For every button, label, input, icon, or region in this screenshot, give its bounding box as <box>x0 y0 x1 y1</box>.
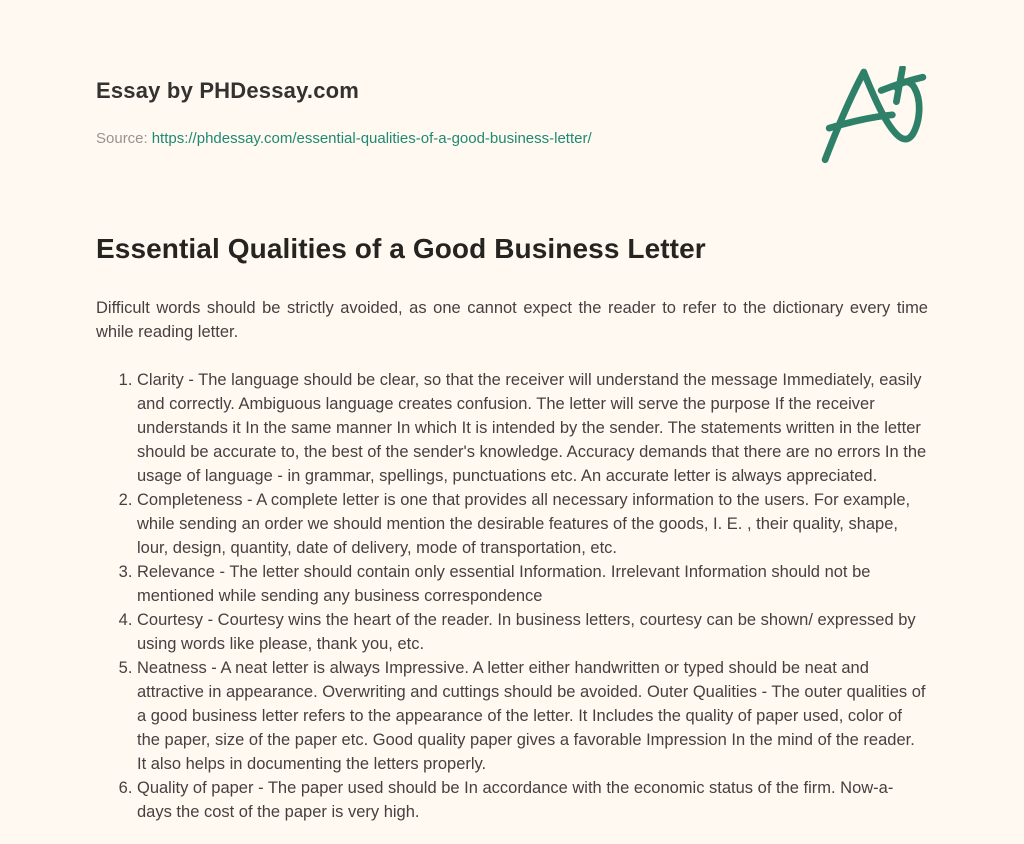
list-item-neatness: 5. Neatness - A neat letter is always Impressive. A letter either handwritten or typed should be neat and attractive in appearance. Overwriting and cuttings should be avoided. Outer Qualities - The outer qualities of a good business letter refers to the appearance of the letter. It Includes the quality of paper used, color of the paper, size of the paper etc. Good quality paper gives a favorable Impression In the mind of the reader. It also helps in documenting the letters properly. <box>137 656 928 776</box>
list-item-relevance: 3. Relevance - The letter should contain only essential Information. Irrelevant Information should not be mentioned while sending any business correspondence <box>137 560 928 608</box>
list-item-courtesy: 4. Courtesy - Courtesy wins the heart of the reader. In business letters, courtesy can be shown/ expressed by using words like please, thank you, etc. <box>137 608 928 656</box>
list-item-clarity: 1. Clarity - The language should be clear, so that the receiver will understand the message Immediately, easily and correctly. Ambiguous language creates confusion. The letter will serve the purpose If the receiver understands it In the same manner In which It is intended by the sender. The statements written in the letter should be accurate to, the best of the sender's knowledge. Accuracy demands that there are no errors In the usage of language - in grammar, spellings, punctuations etc. An accurate letter is always appreciated. <box>137 368 928 488</box>
list-item-quality-of-paper: 6. Quality of paper - The paper used should be In accordance with the economic status of the firm. Now-a-days the cost of the paper is very high. <box>137 776 928 824</box>
intro-paragraph: Difficult words should be strictly avoided, as one cannot expect the reader to refer to the dictionary every time while reading letter. <box>96 299 928 341</box>
a-plus-logo-icon <box>820 66 928 174</box>
source-link[interactable]: https://phdessay.com/essential-qualities-of-a-good-business-letter/ <box>151 130 592 147</box>
source-line <box>96 130 928 147</box>
byline: Essay by PHDessay.com <box>96 78 360 103</box>
page-title: Essential Qualities of a Good Business Letter <box>96 233 706 264</box>
qualities-list <box>96 368 928 824</box>
source-label: Source: <box>96 130 148 147</box>
list-item-completeness: 2. Completeness - A complete letter is one that provides all necessary information to the users. For example, while sending an order we should mention the desirable features of the goods, I. E. , their quality, shape, lour, design, quantity, date of delivery, mode of transportation, etc. <box>137 488 928 560</box>
